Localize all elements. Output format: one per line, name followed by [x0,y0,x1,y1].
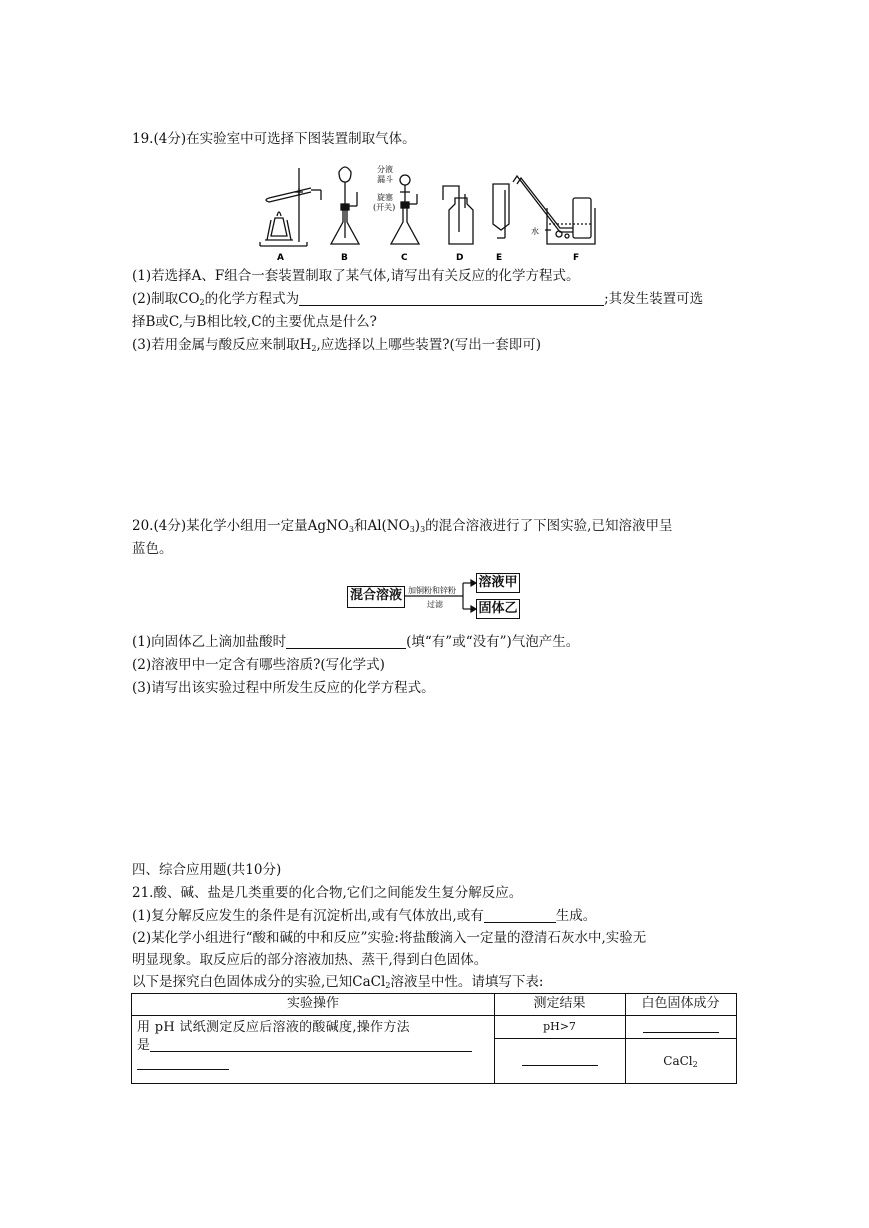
label-b: B [341,253,348,262]
answer-blank-ph-method[interactable] [150,1037,472,1052]
flow-arrows [405,578,477,614]
header-result: 测定结果 [533,996,586,1011]
q20-title: 20.(4分)某化学小组用一定量AgNO$_3$和$Al(NO_3)_3$的混合溶液进行了下图实验,已知溶液甲呈 [132,518,673,534]
q20-title-cont: 蓝色。 [132,541,173,557]
q21-p2: (2)某化学小组进行“酸和碱的中和反应”实验:将盐酸滴入一定量的澄清石灰水中,实验无 [132,930,647,946]
label-xuansai: 旋塞 [377,193,393,202]
label-kaiguan: (开关) [373,203,396,212]
q19-apparatus-figure [255,160,600,262]
q21-title: 21.酸、碱、盐是几类重要的化合物,它们之间能发生复分解反应。 [132,885,523,901]
row1-result: pH>7 [543,1020,576,1033]
answer-blank-solid1[interactable] [643,1018,719,1033]
label-d: D [456,253,464,262]
apparatus-e [493,184,509,238]
result-table [131,993,737,1084]
q21-p3: 以下是探究白色固体成分的实验,已知CaCl$_2$溶液呈中性。请填写下表: [132,974,544,990]
header-operation: 实验操作 [286,996,339,1011]
header-solid: 白色固体成分 [641,996,720,1011]
label-f: F [573,253,580,262]
answer-blank-bubbles[interactable] [286,634,406,649]
apparatus-b [331,167,359,244]
q20-p1: (1)向固体乙上滴加盐酸时 (填“有”或“没有”)气泡产生。 [132,634,580,650]
label-c: C [401,253,408,262]
apparatus-a [260,168,321,246]
flow-reagent-label: 加铜粉和锌粉 [408,586,456,595]
q19-p3: (3)若用金属与酸反应来制取$H_2$,应选择以上哪些装置?(写出一套即可) [132,337,542,353]
q20-p3: (3)请写出该实验过程中所发生反应的化学方程式。 [132,680,435,696]
label-water: 水 [531,227,539,236]
q19-p1: (1)若选择A、F组合一套装置制取了某气体,请写出有关反应的化学方程式。 [132,268,580,284]
q21-p2-cont: 明显现象。取反应后的部分溶液加热、蒸干,得到白色固体。 [132,952,488,968]
label-a: A [277,253,284,262]
section4-heading: 四、综合应用题(共10分) [132,862,282,878]
label-e: E [496,253,503,262]
q20-p2: (2)溶液甲中一定含有哪些溶质?(写化学式) [132,657,385,673]
row1-solid [625,1018,736,1036]
apparatus-f [513,176,595,244]
label-loudou: 漏斗 [377,175,393,184]
apparatus-d [443,186,473,244]
flow-mixed-solution: 混合溶液 [347,586,405,608]
label-fenye: 分液 [377,165,393,174]
row1-operation: 用 pH 试纸测定反应后溶液的酸碱度,操作方法 是 [137,1019,489,1073]
flow-solution-a: 溶液甲 [476,573,520,593]
q19-p2-cont: 择B或C,与B相比较,C的主要优点是什么? [132,314,377,330]
answer-blank-result2[interactable] [522,1051,598,1066]
row2-result [494,1051,625,1069]
q19-p2: (2)制取$CO_2$的化学方程式为 ;其发生装置可选 [132,291,704,307]
row2-solid: CaCl$_2$ [663,1054,698,1069]
q21-p1: (1)复分解反应发生的条件是有沉淀析出,或有气体放出,或有 生成。 [132,908,597,924]
answer-blank-condition[interactable] [484,908,556,923]
flow-solid-b: 固体乙 [476,599,520,619]
answer-blank-co2-equation[interactable] [299,291,604,306]
answer-blank-ph-method-cont[interactable] [137,1055,229,1070]
q19-title: 19.(4分)在实验室中可选择下图装置制取气体。 [132,131,416,147]
flow-filter-label: 过滤 [427,600,443,609]
